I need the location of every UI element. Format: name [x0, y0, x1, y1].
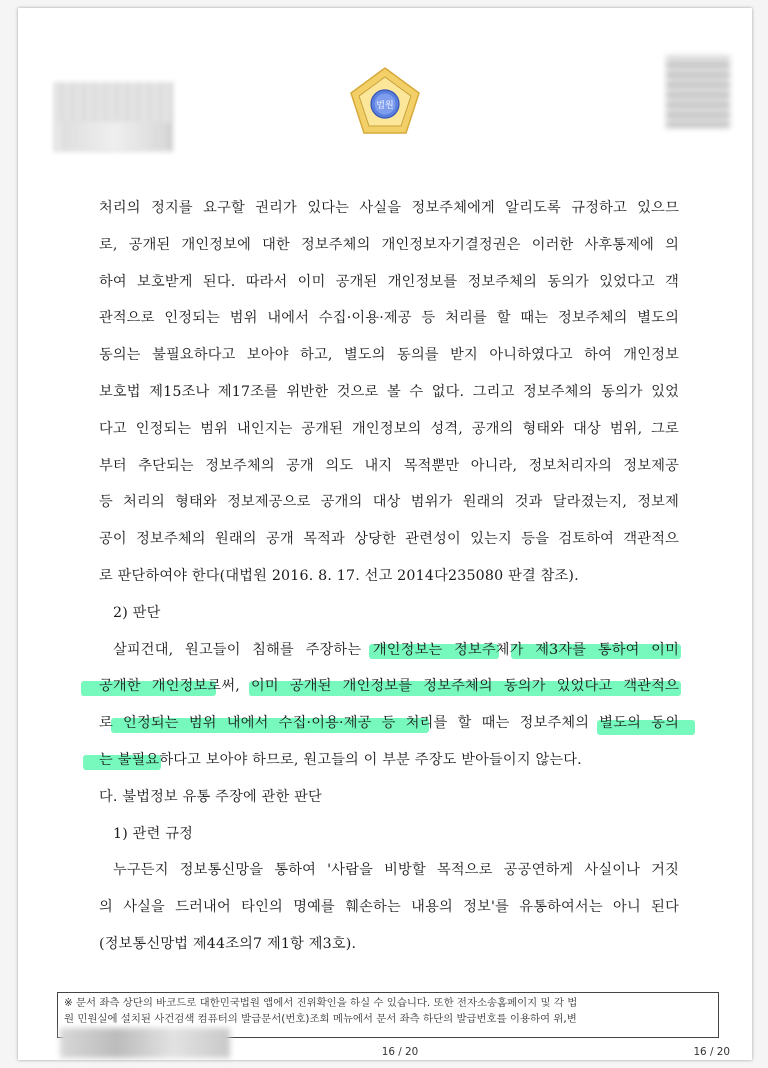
barcode-redacted [54, 82, 174, 152]
body-line: 로, 공개된 개인정보에 대한 정보주체의 개인정보자기결정권은 이러한 사후통제에 의 [99, 236, 679, 253]
law-line: 의 사실을 드러내어 타인의 명예를 훼손하는 내용의 정보'를 유통하여서는 아니 된다 [99, 899, 679, 916]
body-line: 관적으로 인정되는 범위 내에서 수집·이용·제공 등 처리를 할 때는 정보주체의 별도의 [99, 310, 679, 327]
body-line: 부터 추단되는 정보주체의 공개 의도 내지 목적뿐만 아니라, 정보처리자의 정보제공 [99, 457, 679, 474]
highlighted-paragraph [99, 632, 679, 779]
judgment-line: 살피건대, 원고들이 침해를 주장하는 개인정보는 정보주체가 제3자를 통하여 이미 [113, 641, 679, 658]
section-heading-illegal-info: 다. 불법정보 유통 주장에 관한 판단 [99, 788, 322, 805]
document-body [99, 190, 679, 963]
judgment-line: 는 불필요하다고 보아야 하므로, 원고들의 이 부분 주장도 받아들이지 않는다. [99, 751, 582, 768]
body-line: 다고 인정되는 범위 내인지는 공개된 개인정보의 성격, 공개의 형태와 대상 범위, 그로 [99, 420, 679, 437]
section-heading-related-rules: 1) 관련 규정 [113, 825, 194, 842]
notice-line: ※ 문서 좌측 상단의 바코드로 대한민국법원 앱에서 진위확인을 하실 수 있습니다. 또한 전자소송홈페이지 및 각 법 [64, 997, 578, 1009]
page-number-right: 16 / 20 [693, 1046, 730, 1058]
body-line: 처리의 정지를 요구할 권리가 있다는 사실을 정보주체에게 알리도록 규정하고 있으므 [99, 200, 679, 216]
issuance-number-redacted [60, 1028, 230, 1058]
page-number: 16 / 20 [381, 1046, 419, 1058]
judgment-line: 로 인정되는 범위 내에서 수집·이용·제공 등 처리를 할 때는 정보주체의 별도의 동의 [99, 715, 679, 732]
court-seal-icon [347, 66, 423, 142]
body-line: 로 판단하여야 한다(대법원 2016. 8. 17. 선고 2014다235080 판결 참조). [99, 567, 579, 584]
law-line: 누구든지 정보통신망을 통하여 '사람을 비방할 목적으로 공공연하게 사실이나 거짓 [113, 862, 679, 879]
body-line: 동의는 불필요하다고 보아야 하고, 별도의 동의를 받지 아니하였다고 하여 개인정보 [99, 347, 679, 364]
body-line: 등 처리의 형태와 정보제공으로 공개의 대상 범위가 원래의 것과 달라졌는지, 정보제 [99, 494, 679, 511]
qr-code-redacted [666, 56, 730, 128]
notice-line: 원 민원실에 설치된 사건검색 컴퓨터의 발급문서(번호)조회 메뉴에서 문서 좌측 하단의 발급번호를 이용하여 위,변 [64, 1012, 577, 1025]
section-heading-judgment: 2) 판단 [113, 604, 161, 621]
judgment-line: 공개한 개인정보로써, 이미 공개된 개인정보를 정보주체의 동의가 있었다고 객관적으 [99, 678, 679, 695]
body-line: 보호법 제15조나 제17조를 위반한 것으로 볼 수 없다. 그리고 정보주체의 동의가 있었 [99, 383, 679, 400]
body-line: 공이 정보주체의 원래의 공개 목적과 상당한 관련성이 있는지 등을 검토하여 객관적으 [99, 531, 679, 548]
seal-label: 법원 [376, 101, 394, 111]
law-line: (정보통신망법 제44조의7 제1항 제3호). [99, 935, 357, 952]
body-line: 하여 보호받게 된다. 따라서 이미 공개된 개인정보를 정보주체의 동의가 있었다고 객 [99, 273, 679, 290]
